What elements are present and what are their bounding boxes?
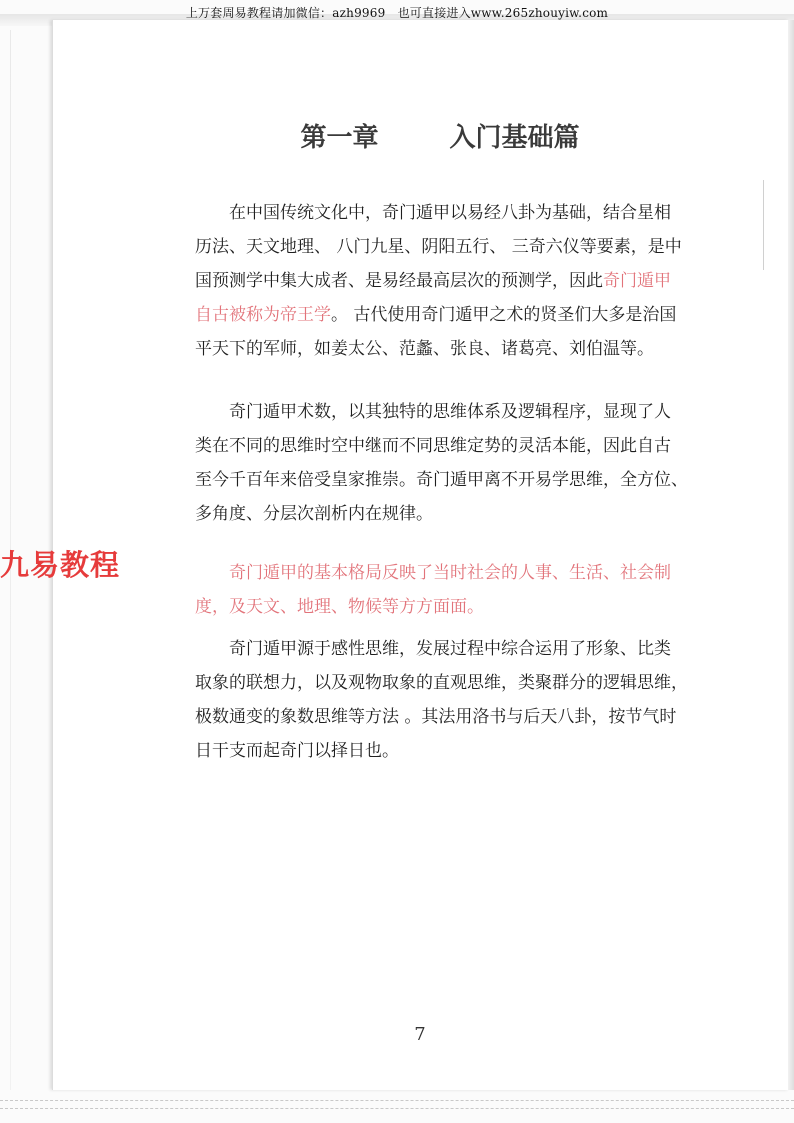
top-banner: 上万套周易教程请加微信：azh9969 也可直接进入www.265zhouyiw.com (185, 6, 609, 20)
text-line: 奇门遁甲源于感性思维，发展过程中综合运用了形象、比类 (229, 639, 671, 659)
text-line: 平天下的军师，如姜太公、范蠡、张良、诸葛亮、刘伯温等。 (195, 339, 654, 359)
text-line (195, 264, 705, 298)
highlighted-text: 自古被称为帝王学 (195, 305, 331, 325)
scan-mark (763, 180, 764, 270)
chapter-title: 第一章 入门基础篇 (300, 123, 580, 153)
highlighted-text: 度，及天文、地理、物候等方方面面。 (195, 597, 484, 617)
text-line: 至今千百年来倍受皇家推崇。奇门遁甲离不开易学思维，全方位、 (195, 470, 688, 490)
text-line: 奇门遁甲术数，以其独特的思维体系及逻辑程序，显现了人 (229, 402, 671, 422)
highlighted-text: 奇门遁甲的基本格局反映了当时社会的人事、生活、社会制 (229, 563, 671, 583)
text-segment: 。 古代使用奇门遁甲之术的贤圣们大多是治国 (331, 305, 677, 325)
paragraph-3 (195, 556, 705, 624)
highlighted-text: 奇门遁甲 (603, 271, 671, 291)
paragraph-2 (195, 395, 705, 531)
paragraph-4 (195, 632, 705, 768)
text-segment: 国预测学中集大成者、是易经最高层次的预测学，因此 (195, 271, 603, 291)
paragraph-1 (195, 196, 705, 366)
text-line: 多角度、分层次剖析内在规律。 (195, 504, 433, 524)
text-line (195, 298, 705, 332)
scan-line (0, 1100, 794, 1101)
watermark: 九易教程 (0, 548, 121, 582)
text-line: 类在不同的思维时空中继而不同思维定势的灵活本能，因此自古 (195, 436, 671, 456)
text-line: 日干支而起奇门以择日也。 (195, 741, 399, 761)
page-number: 7 (414, 1024, 426, 1045)
page-edge-shadow (788, 20, 794, 1090)
document-page (52, 20, 789, 1090)
text-line: 在中国传统文化中，奇门遁甲以易经八卦为基础，结合星相 (229, 203, 671, 223)
text-line: 历法、天文地理、 八门九星、阴阳五行、 三奇六仪等要素，是中 (195, 237, 682, 257)
scan-line (0, 1108, 794, 1109)
text-line: 极数通变的象数思维等方法 。其法用洛书与后天八卦，按节气时 (195, 707, 677, 727)
text-line: 取象的联想力，以及观物取象的直观思维，类聚群分的逻辑思维， (195, 673, 688, 693)
